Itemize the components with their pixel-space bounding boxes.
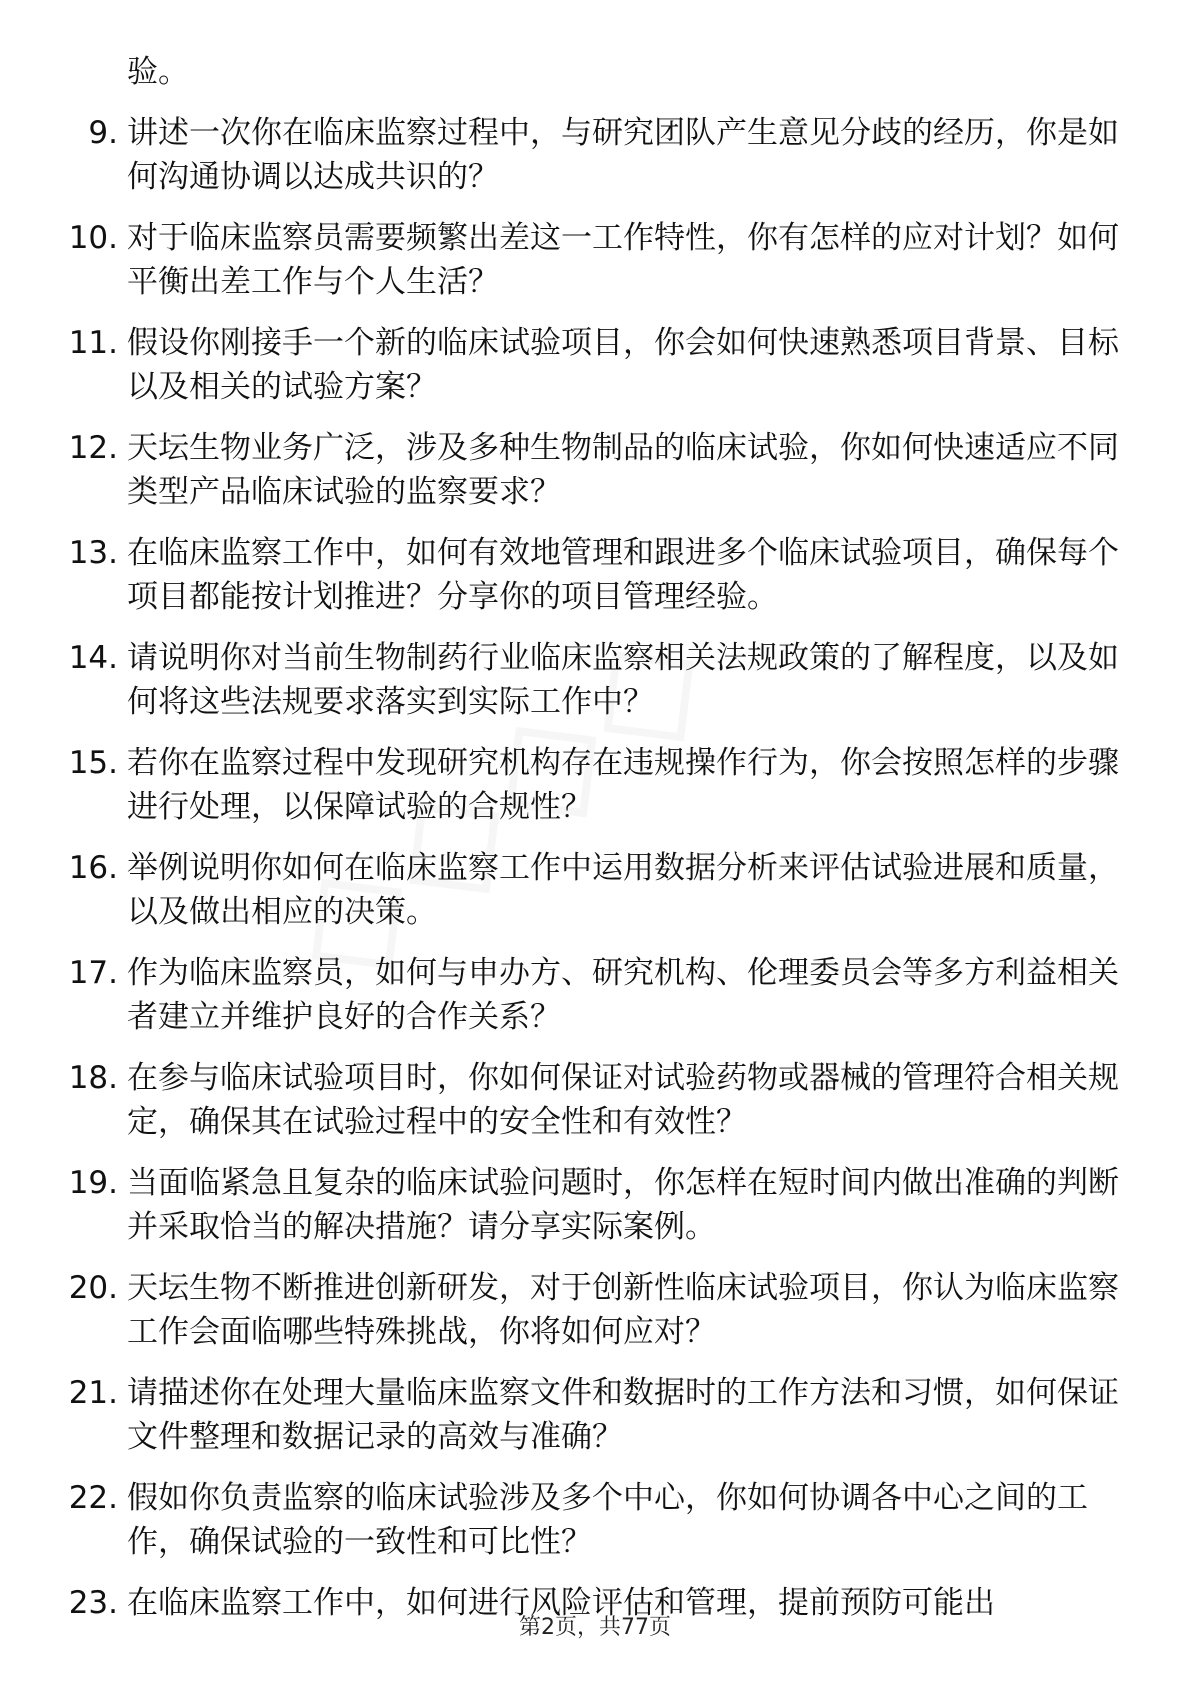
item-text: 当面临紧急且复杂的临床试验问题时，你怎样在短时间内做出准确的判断并采取恰当的解决措施？请分享实际案例。 (127, 1165, 1119, 1245)
list-item (0, 531, 1190, 619)
list-item (0, 111, 1190, 199)
item-number: 23. (68, 1585, 118, 1621)
item-text: 若你在监察过程中发现研究机构存在违规操作行为，你会按照怎样的步骤进行处理，以保障试验的合规性？ (127, 745, 1119, 825)
page-footer: 第2页，共77页 (519, 1615, 671, 1640)
item-number: 22. (68, 1480, 118, 1516)
item-text: 作为临床监察员，如何与申办方、研究机构、伦理委员会等多方利益相关者建立并维护良好的合作关系？ (127, 955, 1119, 1035)
list-item (0, 426, 1190, 514)
list-item (0, 216, 1190, 304)
item-text: 在参与临床试验项目时，你如何保证对试验药物或器械的管理符合相关规定，确保其在试验过程中的安全性和有效性？ (127, 1060, 1119, 1140)
list-item (0, 636, 1190, 724)
item-text: 天坛生物业务广泛，涉及多种生物制品的临床试验，你如何快速适应不同类型产品临床试验的监察要求？ (127, 430, 1119, 510)
list-item (0, 1161, 1190, 1249)
item-number: 18. (68, 1060, 118, 1096)
list-item (0, 321, 1190, 409)
item-text: 对于临床监察员需要频繁出差这一工作特性，你有怎样的应对计划？如何平衡出差工作与个人生活？ (127, 220, 1119, 300)
list-item (0, 1476, 1190, 1564)
item-text: 讲述一次你在临床监察过程中，与研究团队产生意见分歧的经历，你是如何沟通协调以达成共识的？ (127, 115, 1119, 195)
item-text: 请描述你在处理大量临床监察文件和数据时的工作方法和习惯，如何保证文件整理和数据记录的高效与准确？ (127, 1375, 1119, 1455)
item-text: 天坛生物不断推进创新研发，对于创新性临床试验项目，你认为临床监察工作会面临哪些特殊挑战，你将如何应对？ (127, 1270, 1119, 1350)
item-number: 14. (68, 640, 118, 676)
item-text: 在临床监察工作中，如何有效地管理和跟进多个临床试验项目，确保每个项目都能按计划推进？分享你的项目管理经验。 (127, 535, 1119, 615)
item-text: 假设你刚接手一个新的临床试验项目，你会如何快速熟悉项目背景、目标以及相关的试验方案？ (127, 325, 1119, 405)
page-content (0, 50, 1190, 1625)
continued-text: 验。 (127, 54, 189, 90)
item-text: 请说明你对当前生物制药行业临床监察相关法规政策的了解程度，以及如何将这些法规要求落实到实际工作中？ (127, 640, 1119, 720)
item-number: 12. (68, 430, 118, 466)
item-number: 21. (68, 1375, 118, 1411)
list-item (0, 846, 1190, 934)
item-number: 10. (68, 220, 118, 256)
item-number: 13. (68, 535, 118, 571)
list-item (0, 1266, 1190, 1354)
item-text: 举例说明你如何在临床监察工作中运用数据分析来评估试验进展和质量，以及做出相应的决策。 (127, 850, 1119, 930)
item-text: 假如你负责监察的临床试验涉及多个中心，你如何协调各中心之间的工作，确保试验的一致性和可比性？ (127, 1480, 1088, 1560)
item-number: 15. (68, 745, 118, 781)
list-item (0, 951, 1190, 1039)
question-list (0, 111, 1190, 1625)
list-item (0, 1371, 1190, 1459)
item-number: 19. (68, 1165, 118, 1201)
item-number: 16. (68, 850, 118, 886)
item-text: 在临床监察工作中，如何进行风险评估和管理，提前预防可能出 (127, 1585, 995, 1621)
item-number: 17. (68, 955, 118, 991)
item-number: 9. (88, 115, 118, 151)
list-item (0, 741, 1190, 829)
list-item (0, 1056, 1190, 1144)
item-number: 20. (68, 1270, 118, 1306)
item-number: 11. (68, 325, 118, 361)
